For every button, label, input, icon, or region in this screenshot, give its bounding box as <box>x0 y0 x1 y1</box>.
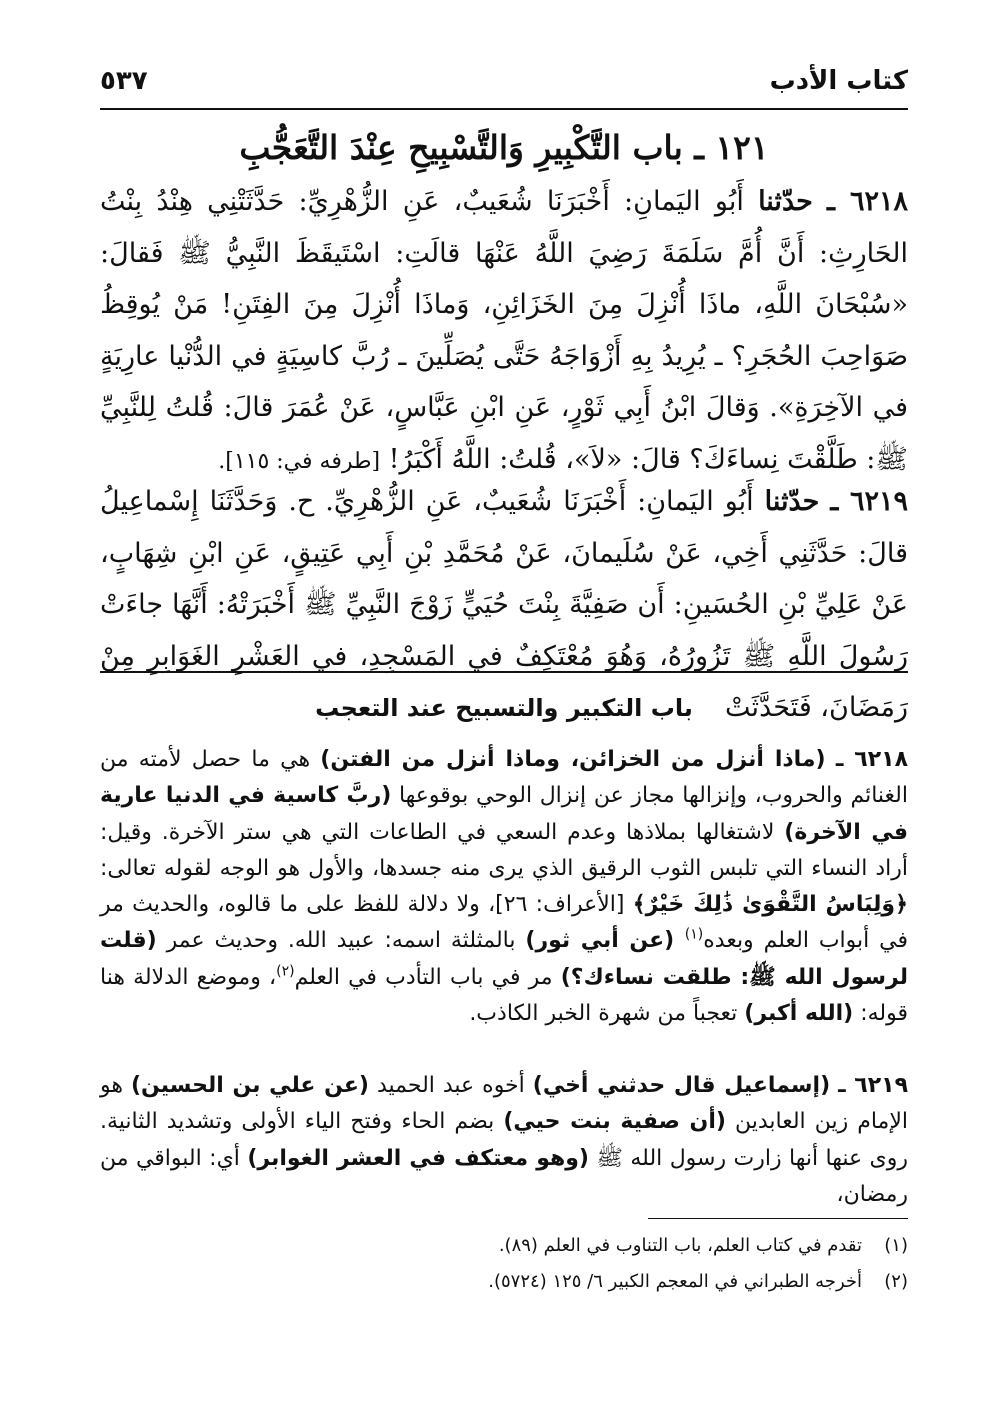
footnote-divider <box>648 1218 908 1219</box>
footnote-ref: (٢) <box>276 963 295 980</box>
quoted-phrase: (قلت لرسول الله ﷺ: طلقت نساءك؟) <box>100 928 908 990</box>
footnote-ref: (١) <box>684 927 704 944</box>
hadith-lead: حدّثنا <box>758 186 813 217</box>
footnotes <box>100 1228 908 1300</box>
hadith-6218 <box>100 176 908 487</box>
commentary-text: بضم الحاء وفتح الياء الأولى وتشديد الثانية. روى عنها أنها زارت رسول الله ﷺ <box>100 1109 909 1171</box>
commentary-6219 <box>100 1068 908 1213</box>
commentary-text: هو الإمام زين العابدين <box>100 1073 909 1135</box>
page-header <box>100 58 908 110</box>
commentary-number: ٦٢١٩ ـ <box>838 1073 908 1098</box>
commentary-number: ٦٢١٨ ـ <box>835 747 908 772</box>
commentary-text: [الأعراف: ٢٦]، ولا دلالة للفظ على ما قالوه، والحديث مر في أبواب العلم وبعده <box>100 892 908 954</box>
commentary-text: تعجباً من شهرة الخبر الكاذب. <box>469 1001 745 1027</box>
quoted-phrase: (إسماعيل قال حدثني أخي) <box>532 1073 831 1098</box>
page-number: ٥٣٧ <box>100 66 148 96</box>
hadith-number: ٦٢١٨ ـ <box>827 186 908 217</box>
commentary-title: باب التكبير والتسبيح عند التعجب <box>315 694 693 722</box>
quoted-phrase: (عن أبي ثور) <box>525 928 685 954</box>
commentary-text: لاشتغالها بملاذها وعدم السعي في الطاعات التي هي ستر الآخرة. وقيل: أراد النساء التي تلبس الثوب الرقيق الذي يرى منه جسدها، والأول هو الوجه لقوله تعالى: <box>100 819 908 881</box>
footnote-number: (٢) <box>884 1271 908 1292</box>
quoted-phrase: (الله أكبر) <box>744 1001 854 1027</box>
quoted-phrase: (أن صفية بنت حيي) <box>503 1109 726 1135</box>
footnote-text: أخرجه الطبراني في المعجم الكبير ٦/ ١٢٥ (٥٧٢٤). <box>488 1271 862 1292</box>
hadith-lead: حدّثنا <box>764 486 820 517</box>
commentary-text: هي ما حصل لأمته من الغنائم والحروب، وإنزالها مجاز عن إنزال الوحي بوقوعها <box>100 747 908 809</box>
footnote-text: تقدم في كتاب العلم، باب التناوب في العلم (٨٩). <box>498 1235 862 1256</box>
footnote <box>100 1228 908 1264</box>
hadith-text: أَبُو اليَمانِ: أَخْبَرَنَا شُعَيبٌ، عَنِ الزُّهْرِيِّ: حَدَّثَتْنِي هِنْدُ بِنْتُ الحَارِثِ: أَنَّ أُمَّ سَلَمَةَ رَضِيَ اللَّهُ عَنْهَا قالَتِ: اسْتَيقَظَ النَّبِيُّ ﷺ فَقالَ: «سُبْحَانَ اللَّهِ، ماذَا أُنْزِلَ مِنَ الخَزَائِنِ، وَماذَا أُنْزِلَ مِنَ الفِتَنِ! مَنْ يُوقِظُ صَوَاحِبَ الحُجَرِ؟ ـ يُرِيدُ بِهِ أَزْوَاجَهُ حَتَّى يُصَلِّينَ ـ رُبَّ كاسِيَةٍ في الدُّنْيا عارِيَةٍ في الآخِرَةِ». وَقالَ ابْنُ أَبِي ثَوْرٍ، عَنِ ابْنِ عَبَّاسٍ، عَنْ عُمَرَ قالَ: قُلتُ لِلنَّبِيِّ ﷺ: طَلَّقْتَ نِساءَكَ؟ قالَ: «لاَ»، قُلتُ: اللَّهُ أَكْبَرُ! <box>100 186 908 475</box>
book-title: كتاب الأدب <box>769 66 908 96</box>
section-divider <box>100 671 908 673</box>
commentary-text: أخوه عبد الحميد <box>368 1073 533 1098</box>
footnote <box>100 1264 908 1300</box>
commentary-6218 <box>100 742 908 1032</box>
hadith-text: أَبُو اليَمانِ: أَخْبَرَنَا شُعَيبٌ، عَنِ الزُّهْرِيِّ. ح. وَحَدَّثَنَا إِسْماعِيلُ قالَ: حَدَّثَنِي أَخِي، عَنْ سُلَيمانَ، عَنْ مُحَمَّدِ بْنِ أَبِي عَتِيقٍ، عَنِ ابْنِ شِهَابٍ، عَنْ عَلِيِّ بْنِ الحُسَينِ: أَن صَفِيَّةَ بِنْتَ حُيَيٍّ زَوْجَ النَّبِيِّ ﷺ أَخْبَرَتْهُ: أَنَّهَا جاءَتْ رَسُولَ اللَّهِ ﷺ تَزُورُهُ، وَهُوَ مُعْتَكِفٌ في المَسْجِدِ، في العَشْرِ الغَوَابِرِ مِنْ رَمَضَانَ، فَتَحَدَّثَتْ <box>100 486 908 723</box>
commentary-text: بالمثلثة اسمه: عبيد الله. وحديث عمر <box>156 928 526 954</box>
quoted-phrase: (عن علي بن الحسين) <box>130 1073 369 1098</box>
footnote-number: (١) <box>884 1235 908 1256</box>
chapter-title: ١٢١ ـ باب التَّكْبِيرِ وَالتَّسْبِيحِ عِنْدَ التَّعَجُّبِ <box>239 128 769 167</box>
commentary-text: ، وموضع الدلالة هنا قوله: <box>100 964 908 1027</box>
quoted-phrase: (ربَّ كاسية في الدنيا عارية في الآخرة) <box>100 783 909 845</box>
commentary-text: أي: البواقي من رمضان، <box>100 1145 908 1207</box>
quoted-phrase: (وهو معتكف في العشر الغوابر) <box>247 1145 589 1171</box>
hadith-reference: [طرفه في: ١١٥]. <box>218 448 381 474</box>
quoted-phrase: (ماذا أنزل من الخزائن، وماذا أنزل من الفتن) <box>320 747 826 772</box>
hadith-number: ٦٢١٩ ـ <box>830 486 908 517</box>
commentary-text: مر في باب التأدب في العلم <box>294 964 561 990</box>
quran-quote: ﴿وَلِبَاسُ التَّقْوَىٰ ذَٰلِكَ خَيْرٌ﴾ <box>632 892 908 918</box>
